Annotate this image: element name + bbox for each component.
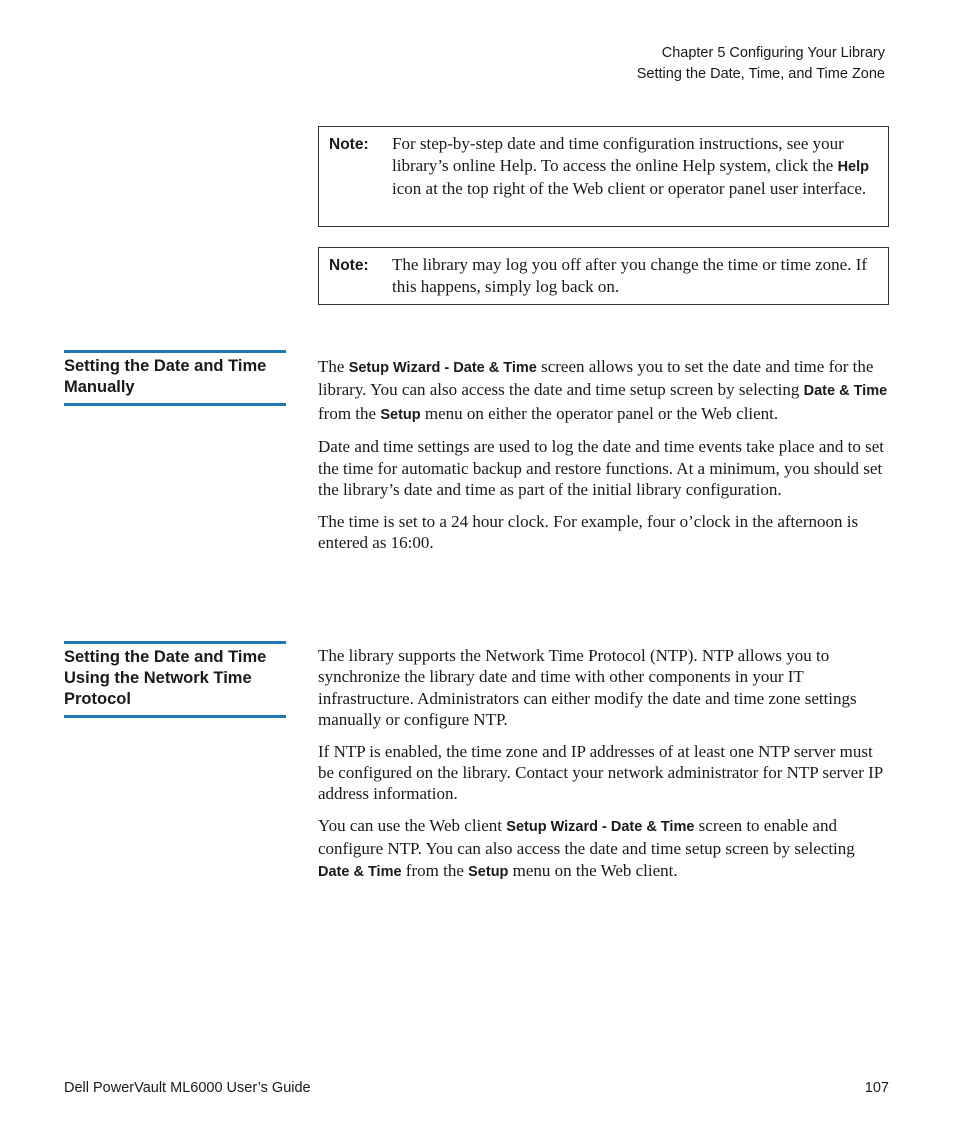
text-run: screen to enable and configure NTP. You can also access the date and time setup screen by selecting [318, 816, 855, 859]
footer-title: Dell PowerVault ML6000 User’s Guide [64, 1080, 311, 1096]
ui-term: Setup [380, 406, 421, 423]
text-run: screen allows you to set the date and time for the library. You can also access the date and time setup screen by selecting [318, 357, 874, 400]
header-chapter: Chapter 5 Configuring Your Library [661, 45, 885, 61]
text-run: The [318, 357, 349, 376]
note-text-part: icon at the top right of the Web client or operator panel user interface. [392, 179, 867, 198]
paragraph: If NTP is enabled, the time zone and IP addresses of at least one NTP server must be configured on the library. Contact your network administrator for NTP server IP address information. [318, 741, 883, 804]
text-run: You can use the Web client [318, 816, 507, 836]
note-label: Note: [329, 136, 369, 153]
paragraph: The time is set to a 24 hour clock. For example, four o’clock in the afternoon is entered as 16:00. [318, 511, 859, 553]
note-text [392, 133, 878, 218]
paragraph: The library supports the Network Time Protocol (NTP). NTP allows you to synchronize the library date and time with other components in your IT infrastructure. Administrators can either modify the date and time zone settings manually or configure NTP. [318, 646, 857, 729]
text-run: from the [318, 403, 381, 423]
ui-term: Date & Time [803, 383, 888, 400]
page-number: 107 [864, 1080, 889, 1096]
section-heading-manual: Setting the Date and Time Manually [64, 350, 286, 406]
note-text-part: For step-by-step date and time configuration instructions, see your library’s online Help. To access the online Help system, click the [392, 134, 844, 175]
paragraph [318, 815, 890, 883]
ui-term: Setup [468, 863, 509, 880]
note-box-logoff [318, 247, 889, 305]
text-run: menu on the Web client. [508, 860, 678, 880]
note-label: Note: [329, 257, 369, 274]
paragraph [318, 356, 890, 426]
paragraph: Date and time settings are used to log the date and time events take place and to set the time for automatic backup and restore functions. At a minimum, you should set the library’s date and time as part of the initial library configuration. [318, 437, 885, 499]
header-section: Setting the Date, Time, and Time Zone [636, 66, 885, 82]
ui-term: Setup Wizard - Date & Time [506, 819, 695, 836]
running-header [637, 43, 885, 85]
text-run: from the [401, 860, 469, 880]
section-heading-ntp: Setting the Date and Time Using the Network Time Protocol [64, 641, 286, 718]
ui-term: Date & Time [318, 863, 402, 880]
note-box-help [318, 126, 889, 227]
note-text: The library may log you off after you change the time or time zone. If this happens, simply log back on. [392, 255, 868, 296]
ui-term: Setup Wizard - Date & Time [348, 360, 537, 376]
section-body-manual [318, 356, 890, 564]
help-ui-term: Help [837, 158, 869, 175]
section-body-ntp [318, 645, 890, 893]
text-run: menu on either the operator panel or the Web client. [420, 403, 779, 423]
page-footer [64, 1080, 889, 1096]
